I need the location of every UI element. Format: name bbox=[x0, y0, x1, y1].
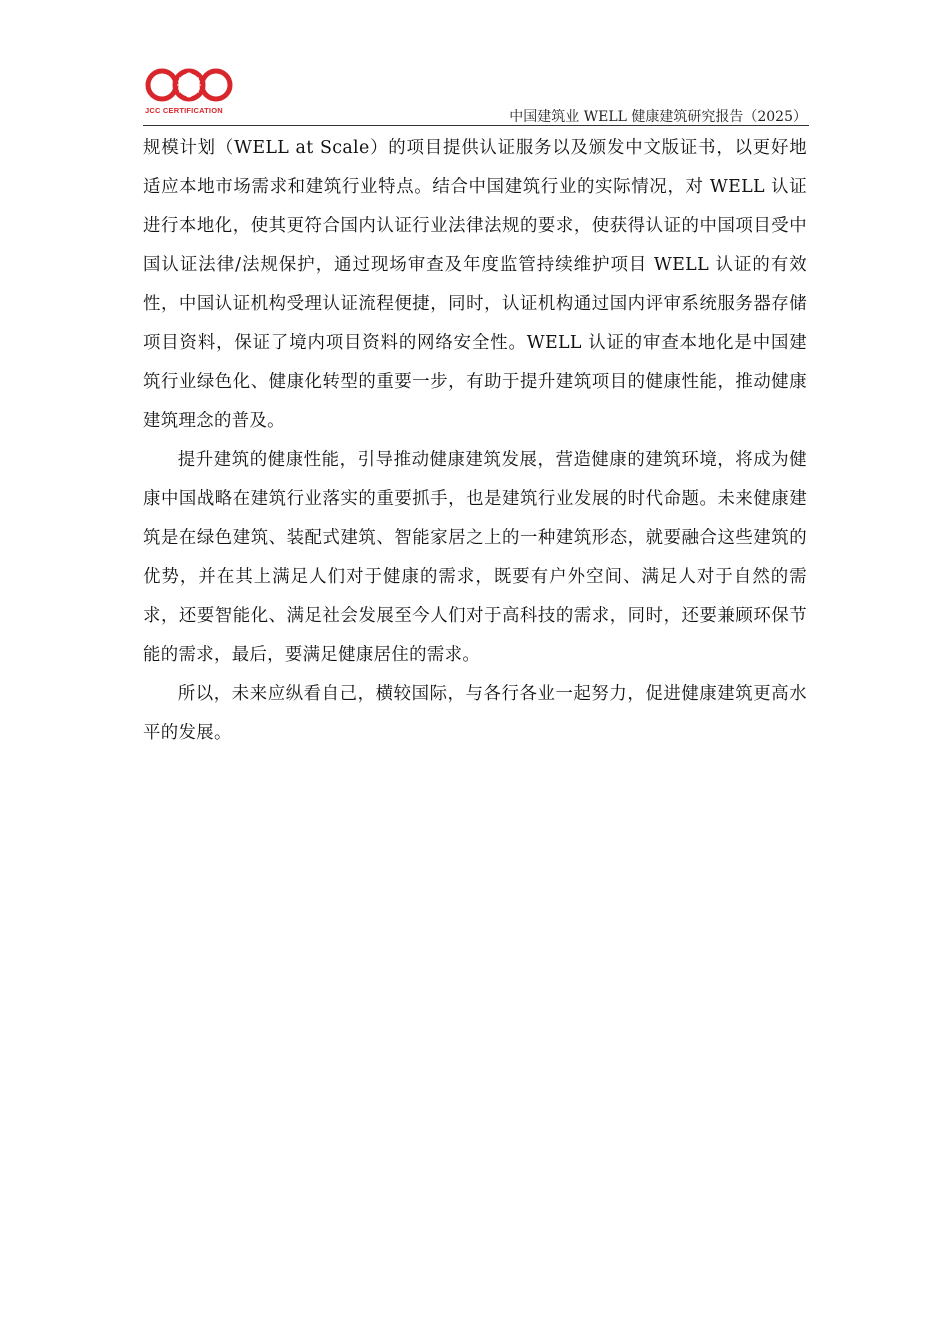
page-header bbox=[143, 64, 809, 128]
jcc-rings-icon bbox=[143, 64, 235, 108]
paragraph-continued: 规模计划（WELL at Scale）的项目提供认证服务以及颁发中文版证书，以更好地适应本地市场需求和建筑行业特点。结合中国建筑行业的实际情况，对 WELL 认证进行本地化，使其更符合国内认证行业法律法规的要求，使获得认证的中国项目受中国认证法律/法规保护，通过现场审查及年度监管持续维护项目 WELL 认证的有效性，中国认证机构受理认证流程便捷，同时，认证机构通过国内评审系统服务器存储项目资料，保证了境内项目资料的网络安全性。WELL 认证的审查本地化是中国建筑行业绿色化、健康化转型的重要一步，有助于提升建筑项目的健康性能，推动健康建筑理念的普及。 bbox=[143, 138, 807, 431]
jcc-logo bbox=[143, 64, 235, 120]
paragraph: 提升建筑的健康性能，引导推动健康建筑发展，营造健康的建筑环境，将成为健康中国战略在建筑行业落实的重要抓手，也是建筑行业发展的时代命题。未来健康建筑是在绿色建筑、装配式建筑、智能家居之上的一种建筑形态，就要融合这些建筑的优势，并在其上满足人们对于健康的需求，既要有户外空间、满足人对于自然的需求，还要智能化、满足社会发展至今人们对于高科技的需求，同时，还要兼顾环保节能的需求，最后，要满足健康居住的需求。 bbox=[143, 450, 807, 665]
running-title: 中国建筑业 WELL 健康建筑研究报告（2025） bbox=[509, 109, 807, 125]
logo-text: JCC CERTIFICATION bbox=[145, 106, 223, 115]
page-body bbox=[143, 129, 807, 753]
paragraph: 所以，未来应纵看自己，横较国际，与各行各业一起努力，促进健康建筑更高水平的发展。 bbox=[143, 684, 807, 743]
header-divider bbox=[143, 125, 809, 126]
